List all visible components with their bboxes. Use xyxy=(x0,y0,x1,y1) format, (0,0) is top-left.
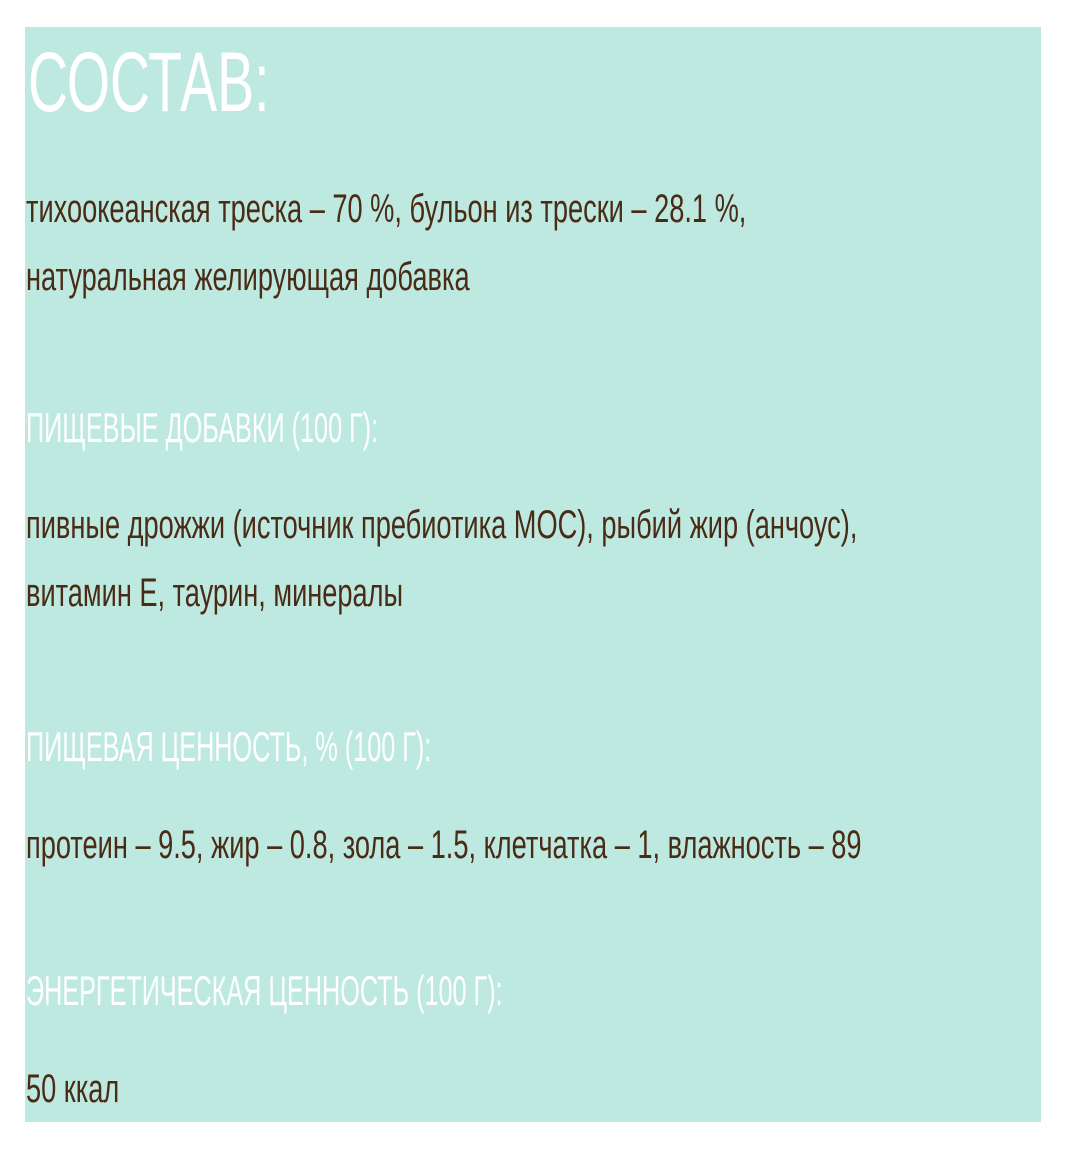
energy-text xyxy=(26,1055,119,1122)
energy-line: 50 ккал xyxy=(26,1067,120,1111)
nutrition-line: протеин – 9.5, жир – 0.8, зола – 1.5, клетчатка – 1, влажность – 89 xyxy=(26,823,862,867)
nutrition-text xyxy=(26,811,862,879)
composition-text xyxy=(26,175,746,311)
nutrition-heading: ПИЩЕВАЯ ЦЕННОСТЬ, % (100 Г): xyxy=(26,723,432,770)
energy-heading: ЭНЕРГЕТИЧЕСКАЯ ЦЕННОСТЬ (100 Г): xyxy=(26,967,503,1014)
additives-line: пивные дрожжи (источник пребиотика МОС), рыбий жир (анчоус), xyxy=(26,503,858,547)
composition-line: натуральная желирующая добавка xyxy=(26,255,470,299)
additives-line: витамин Е, таурин, минералы xyxy=(26,571,404,615)
additives-heading: ПИЩЕВЫЕ ДОБАВКИ (100 Г): xyxy=(26,404,379,451)
page-title: СОСТАВ: xyxy=(28,35,270,129)
composition-line: тихоокеанская треска – 70 %, бульон из трески – 28.1 %, xyxy=(26,187,747,231)
composition-panel xyxy=(25,27,1041,1122)
additives-text xyxy=(26,491,857,627)
